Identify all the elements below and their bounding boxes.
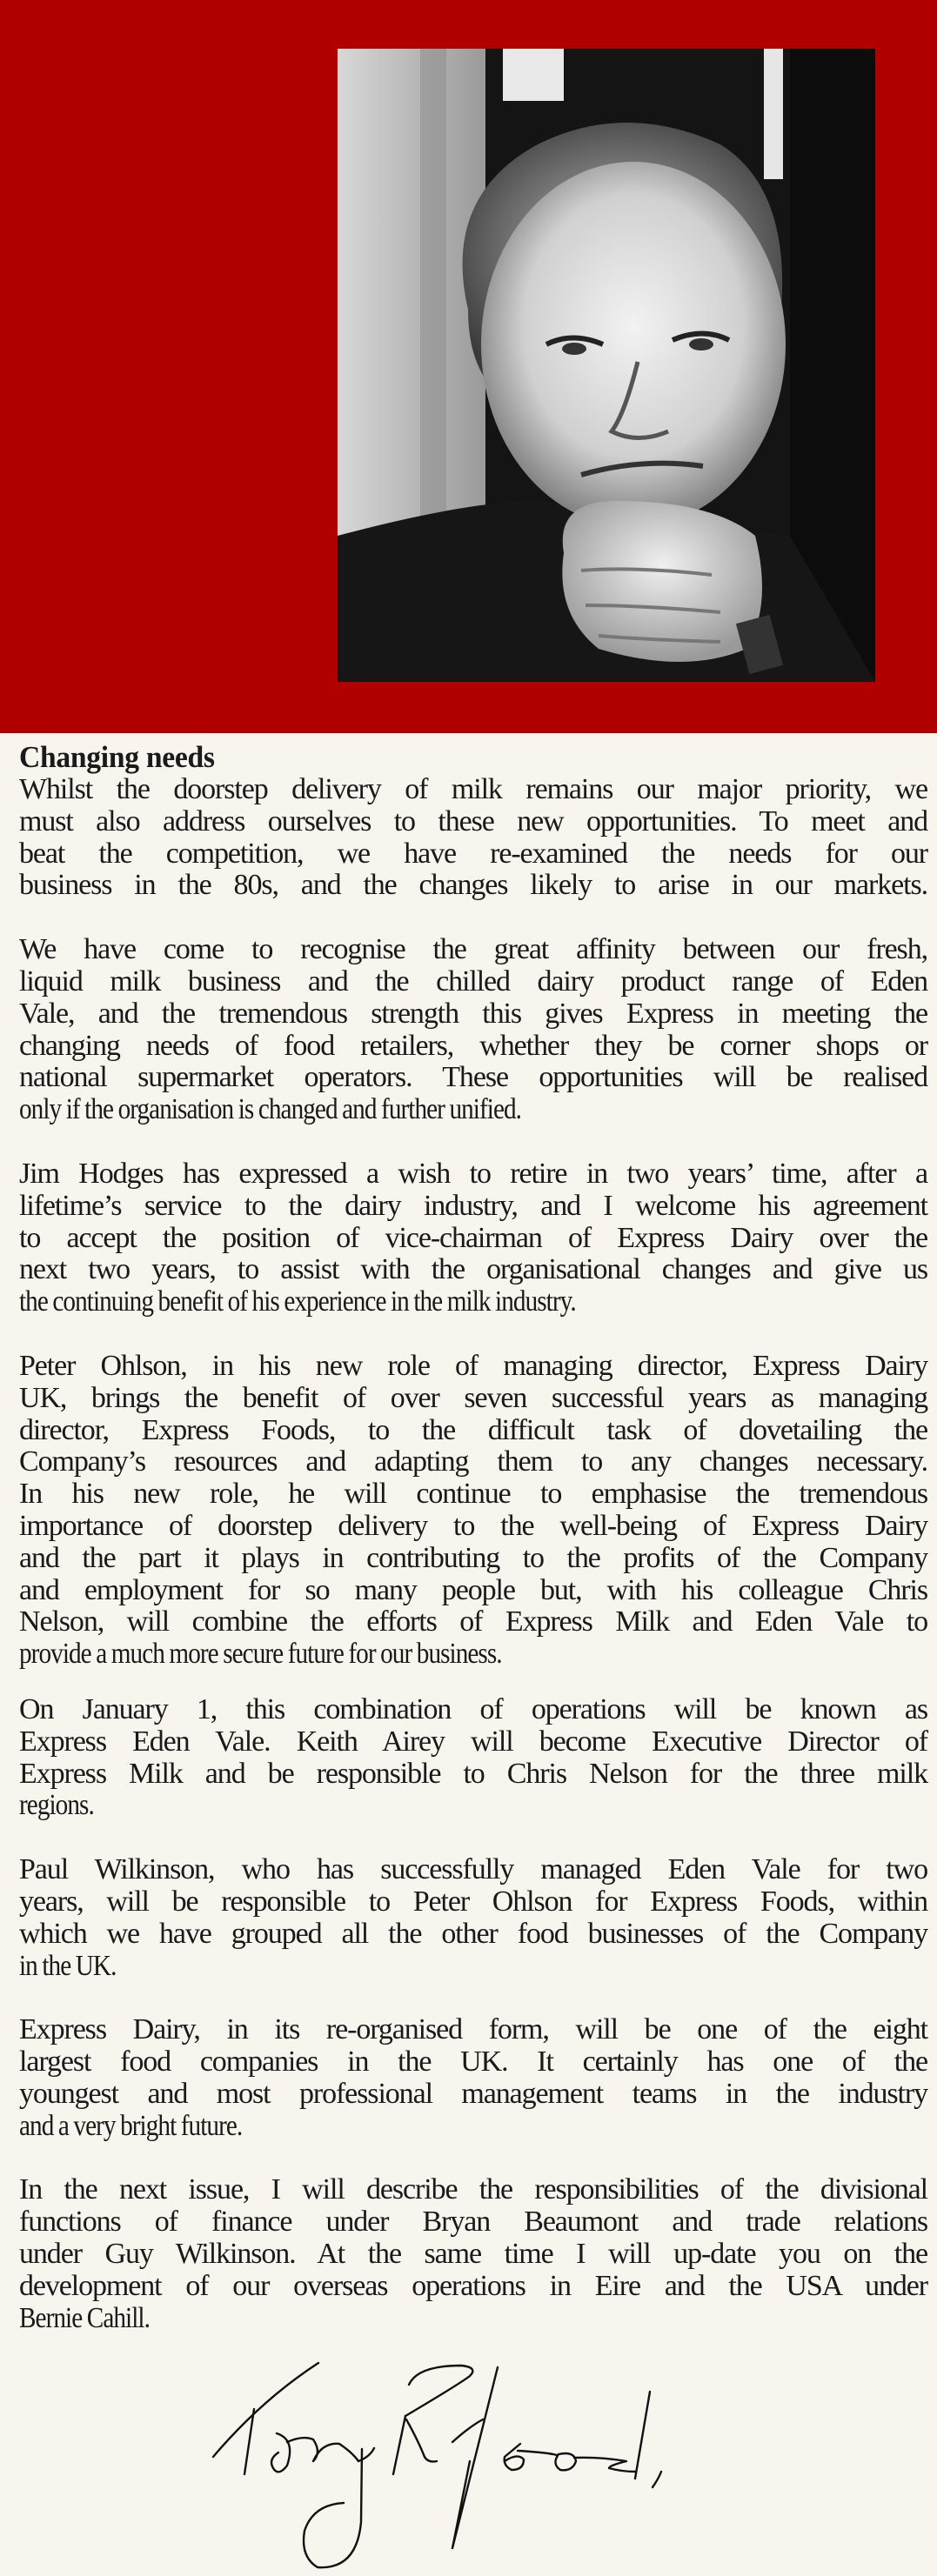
portrait-photo bbox=[338, 49, 875, 682]
text-line: only if the organisation is changed and further unified. bbox=[19, 1093, 522, 1126]
text-line: functions of finance under Bryan Beaumont and trade relations bbox=[19, 2206, 927, 2239]
paragraph-2 bbox=[19, 934, 927, 1126]
text-line: UK, brings the benefit of over seven successful years as managing bbox=[19, 1381, 927, 1414]
text-line: director, Express Foods, to the difficult task of dovetailing the bbox=[19, 1413, 927, 1446]
text-line: in the UK. bbox=[19, 1949, 117, 1982]
text-line: and a very bright future. bbox=[19, 2109, 243, 2142]
text-line: regions. bbox=[19, 1789, 94, 1822]
text-line: changing needs of food retailers, whether they be corner shops or bbox=[19, 1029, 927, 1062]
text-line: years, will be responsible to Peter Ohlson for Express Foods, within bbox=[19, 1885, 927, 1918]
text-line: Peter Ohlson, in his new role of managing director, Express Dairy bbox=[19, 1349, 927, 1382]
text-line: largest food companies in the UK. It certainly has one of the bbox=[19, 2045, 927, 2079]
text-line: must also address ourselves to these new opportunities. To meet and bbox=[19, 804, 927, 838]
text-line: Express Milk and be responsible to Chris Nelson for the three milk bbox=[19, 1757, 927, 1790]
text-line: and employment for so many people but, with his colleague Chris bbox=[19, 1573, 927, 1606]
paragraph-7 bbox=[19, 2014, 927, 2142]
text-line: Paul Wilkinson, who has successfully managed Eden Vale for two bbox=[19, 1853, 927, 1886]
text-line: development of our overseas operations in Eire and the USA under bbox=[19, 2269, 927, 2302]
text-line: In the next issue, I will describe the responsibilities of the divisional bbox=[19, 2173, 927, 2206]
text-line: importance of doorstep delivery to the well-being of Express Dairy bbox=[19, 1509, 927, 1542]
signature bbox=[200, 2339, 937, 2572]
text-line: Nelson, will combine the efforts of Express Milk and Eden Vale to bbox=[19, 1605, 927, 1638]
text-line: lifetime’s service to the dairy industry, and I welcome his agreement bbox=[19, 1189, 927, 1222]
paragraph-8 bbox=[19, 2174, 927, 2334]
paragraph-6 bbox=[19, 1854, 927, 1982]
text-line: provide a much more secure future for our business. bbox=[19, 1638, 502, 1671]
text-line: Jim Hodges has expressed a wish to retire in two years’ time, after a bbox=[19, 1157, 927, 1190]
signature-icon bbox=[200, 2339, 937, 2572]
text-line: which we have grouped all the other food businesses of the Company bbox=[19, 1917, 927, 1950]
paragraph-1 bbox=[19, 774, 927, 902]
text-line: Express Eden Vale. Keith Airey will become Executive Director of bbox=[19, 1725, 927, 1758]
text-line: and the part it plays in contributing to the profits of the Company bbox=[19, 1541, 927, 1574]
paragraph-5 bbox=[19, 1694, 927, 1822]
text-line: the continuing benefit of his experience in the milk industry. bbox=[19, 1285, 576, 1318]
text-line: On January 1, this combination of operations will be known as bbox=[19, 1692, 927, 1725]
text-line: national supermarket operators. These opportunities will be realised bbox=[19, 1061, 927, 1094]
text-line: next two years, to assist with the organisational changes and give us bbox=[19, 1253, 927, 1286]
text-line: Bernie Cahill. bbox=[19, 2301, 150, 2334]
portrait-icon bbox=[338, 49, 875, 682]
text-line: Express Dairy, in its re-organised form, will be one of the eight bbox=[19, 2013, 927, 2046]
text-line: to accept the position of vice-chairman of Express Dairy over the bbox=[19, 1221, 927, 1254]
paragraph-4 bbox=[19, 1351, 927, 1671]
article bbox=[19, 741, 927, 2334]
text-line: beat the competition, we have re-examined the needs for our bbox=[19, 837, 927, 870]
paragraph-3 bbox=[19, 1158, 927, 1318]
text-line: Whilst the doorstep delivery of milk remains our major priority, we bbox=[19, 773, 927, 805]
article-heading: Changing needs bbox=[19, 740, 215, 774]
text-line: liquid milk business and the chilled dairy product range of Eden bbox=[19, 964, 927, 998]
text-line: Company’s resources and adapting them to any changes necessary. bbox=[19, 1445, 927, 1478]
header-band bbox=[0, 0, 937, 733]
text-line: business in the 80s, and the changes likely to arise in our markets. bbox=[19, 869, 927, 902]
text-line: youngest and most professional management teams in the industry bbox=[19, 2077, 927, 2110]
text-line: In his new role, he will continue to emphasise the tremendous bbox=[19, 1478, 927, 1511]
text-line: We have come to recognise the great affinity between our fresh, bbox=[19, 933, 927, 966]
text-line: Vale, and the tremendous strength this gives Express in meeting the bbox=[19, 997, 927, 1030]
text-line: under Guy Wilkinson. At the same time I will up-date you on the bbox=[19, 2238, 927, 2271]
